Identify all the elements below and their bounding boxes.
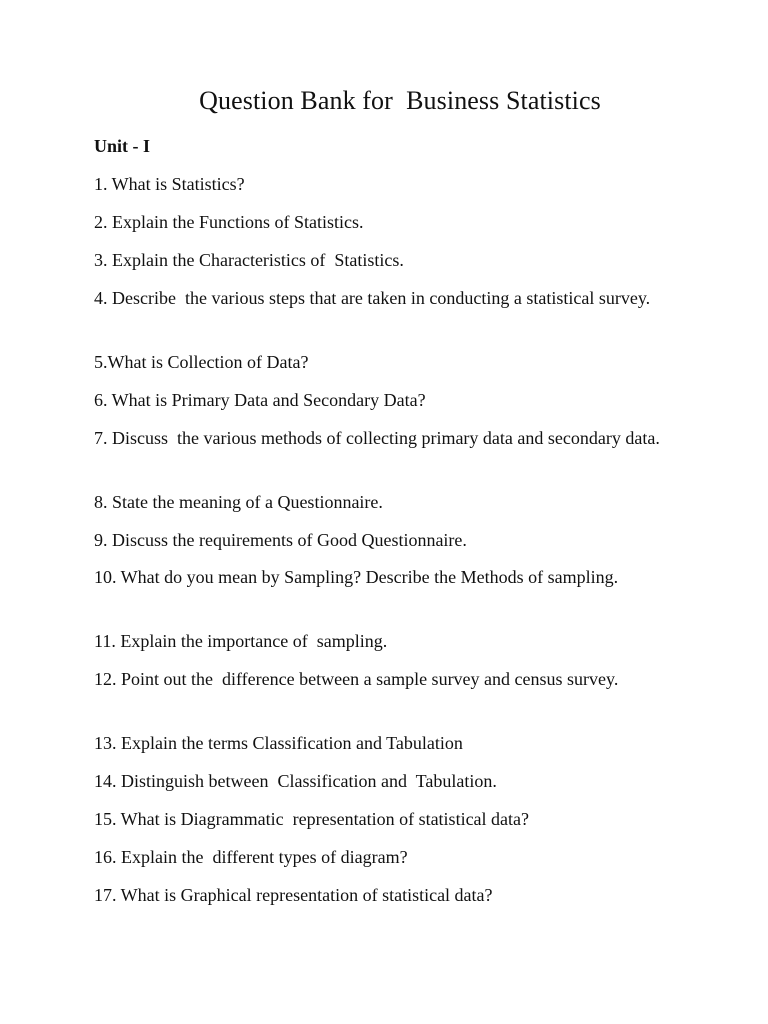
unit-heading: Unit - I [94,136,151,156]
question-item: 5.What is Collection of Data? [94,352,309,372]
question-item: 9. Discuss the requirements of Good Questionnaire. [94,530,467,550]
question-item: 1. What is Statistics? [94,174,245,194]
question-item: 12. Point out the difference between a sample survey and census survey. [94,669,619,689]
question-item: 10. What do you mean by Sampling? Describe the Methods of sampling. [94,567,619,587]
question-item: 8. State the meaning of a Questionnaire. [94,492,383,512]
question-item: 14. Distinguish between Classification and Tabulation. [94,771,497,791]
question-item: 11. Explain the importance of sampling. [94,631,388,651]
question-item: 16. Explain the different types of diagram? [94,847,408,867]
question-item: 2. Explain the Functions of Statistics. [94,212,364,232]
question-item: 13. Explain the terms Classification and Tabulation [94,733,463,753]
question-item: 6. What is Primary Data and Secondary Data? [94,390,426,410]
question-item: 17. What is Graphical representation of statistical data? [94,885,493,905]
question-item: 7. Discuss the various methods of collecting primary data and secondary data. [94,428,660,448]
page-title: Question Bank for Business Statistics [199,86,601,115]
question-item: 15. What is Diagrammatic representation of statistical data? [94,809,530,829]
question-item: 4. Describe the various steps that are taken in conducting a statistical survey. [94,288,651,308]
question-item: 3. Explain the Characteristics of Statistics. [94,250,404,270]
